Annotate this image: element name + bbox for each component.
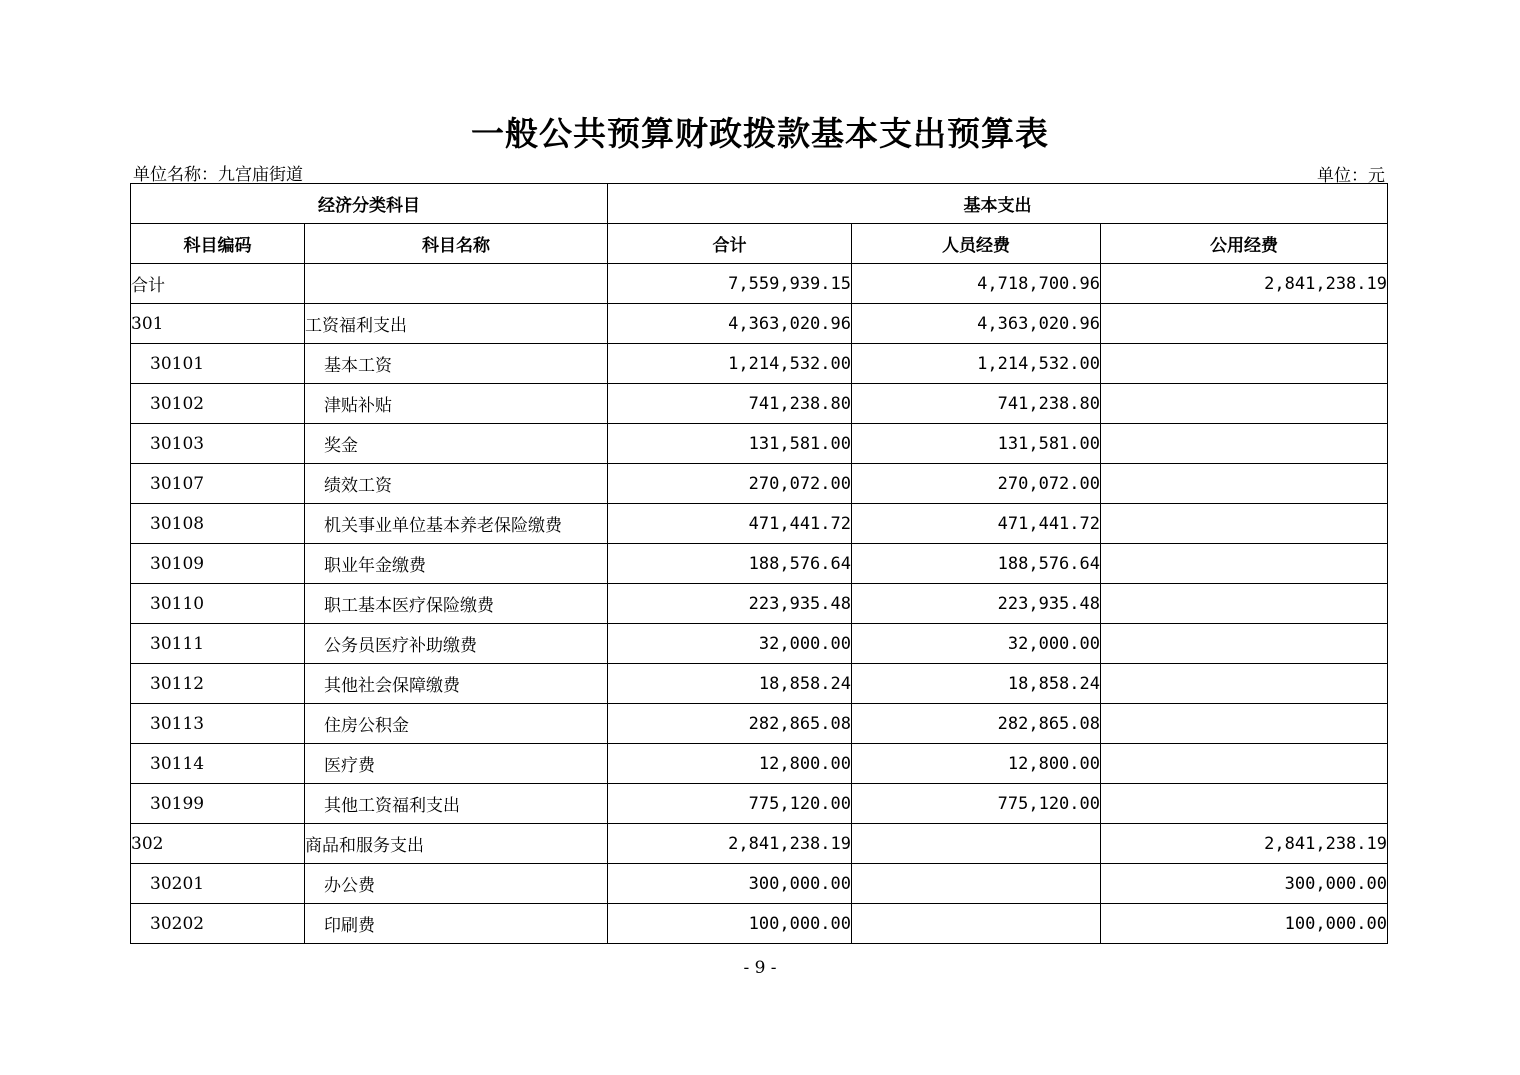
cell-total: 300,000.00 [608, 864, 852, 904]
cell-name [305, 264, 608, 304]
cell-code: 30201 [131, 864, 305, 904]
cell-name: 津贴补贴 [305, 384, 608, 424]
page-title: 一般公共预算财政拨款基本支出预算表 [471, 114, 1049, 153]
cell-name: 住房公积金 [305, 704, 608, 744]
cell-public [1101, 584, 1388, 624]
header-economic-classification: 经济分类科目 [131, 184, 608, 224]
cell-name: 奖金 [305, 424, 608, 464]
budget-table [130, 183, 1388, 944]
cell-total: 775,120.00 [608, 784, 852, 824]
cell-public [1101, 344, 1388, 384]
cell-code: 301 [131, 304, 305, 344]
table-row [131, 384, 1388, 424]
cell-personnel: 471,441.72 [852, 504, 1101, 544]
cell-personnel: 223,935.48 [852, 584, 1101, 624]
cell-personnel: 270,072.00 [852, 464, 1101, 504]
cell-code: 30199 [131, 784, 305, 824]
header-name: 科目名称 [305, 224, 608, 264]
cell-code: 30102 [131, 384, 305, 424]
header-basic-expenditure: 基本支出 [608, 184, 1388, 224]
cell-name: 机关事业单位基本养老保险缴费 [305, 504, 608, 544]
cell-code: 合计 [131, 264, 305, 304]
cell-total: 741,238.80 [608, 384, 852, 424]
cell-name: 其他社会保障缴费 [305, 664, 608, 704]
table-row [131, 304, 1388, 344]
cell-name: 印刷费 [305, 904, 608, 944]
table-row [131, 784, 1388, 824]
cell-public [1101, 784, 1388, 824]
table-row [131, 664, 1388, 704]
cell-total: 131,581.00 [608, 424, 852, 464]
cell-code: 30111 [131, 624, 305, 664]
cell-name: 医疗费 [305, 744, 608, 784]
cell-personnel: 131,581.00 [852, 424, 1101, 464]
cell-personnel: 12,800.00 [852, 744, 1101, 784]
cell-public: 2,841,238.19 [1101, 264, 1388, 304]
cell-public [1101, 384, 1388, 424]
cell-total: 12,800.00 [608, 744, 852, 784]
table-row [131, 344, 1388, 384]
header-column-row [131, 224, 1388, 264]
table-row [131, 744, 1388, 784]
cell-personnel [852, 864, 1101, 904]
cell-personnel: 188,576.64 [852, 544, 1101, 584]
cell-code: 30113 [131, 704, 305, 744]
cell-name: 办公费 [305, 864, 608, 904]
cell-public: 100,000.00 [1101, 904, 1388, 944]
cell-personnel: 18,858.24 [852, 664, 1101, 704]
cell-public: 2,841,238.19 [1101, 824, 1388, 864]
cell-public [1101, 424, 1388, 464]
cell-name: 商品和服务支出 [305, 824, 608, 864]
table-row [131, 704, 1388, 744]
cell-total: 18,858.24 [608, 664, 852, 704]
table-row [131, 464, 1388, 504]
table-row [131, 584, 1388, 624]
cell-public [1101, 704, 1388, 744]
unit-name-label: 单位名称：九宫庙街道 [133, 165, 303, 185]
header-personnel: 人员经费 [852, 224, 1101, 264]
cell-public [1101, 544, 1388, 584]
cell-code: 30114 [131, 744, 305, 784]
cell-code: 30109 [131, 544, 305, 584]
cell-personnel: 775,120.00 [852, 784, 1101, 824]
cell-total: 7,559,939.15 [608, 264, 852, 304]
cell-total: 188,576.64 [608, 544, 852, 584]
cell-total: 270,072.00 [608, 464, 852, 504]
cell-code: 30202 [131, 904, 305, 944]
table-row [131, 904, 1388, 944]
cell-total: 2,841,238.19 [608, 824, 852, 864]
cell-code: 30110 [131, 584, 305, 624]
cell-name: 基本工资 [305, 344, 608, 384]
cell-personnel [852, 824, 1101, 864]
cell-total: 282,865.08 [608, 704, 852, 744]
table-row [131, 504, 1388, 544]
table-row [131, 544, 1388, 584]
header-public: 公用经费 [1101, 224, 1388, 264]
cell-code: 302 [131, 824, 305, 864]
cell-name: 公务员医疗补助缴费 [305, 624, 608, 664]
cell-total: 100,000.00 [608, 904, 852, 944]
cell-name: 其他工资福利支出 [305, 784, 608, 824]
header-group-row [131, 184, 1388, 224]
cell-personnel: 1,214,532.00 [852, 344, 1101, 384]
cell-code: 30103 [131, 424, 305, 464]
cell-public: 300,000.00 [1101, 864, 1388, 904]
cell-total: 4,363,020.96 [608, 304, 852, 344]
cell-personnel: 4,718,700.96 [852, 264, 1101, 304]
cell-public [1101, 504, 1388, 544]
cell-public [1101, 664, 1388, 704]
table-row [131, 424, 1388, 464]
cell-code: 30108 [131, 504, 305, 544]
page-number: - 9 - [743, 958, 777, 978]
table-body [131, 264, 1388, 944]
cell-personnel: 741,238.80 [852, 384, 1101, 424]
cell-code: 30101 [131, 344, 305, 384]
table-row [131, 864, 1388, 904]
cell-personnel: 4,363,020.96 [852, 304, 1101, 344]
cell-total: 223,935.48 [608, 584, 852, 624]
cell-total: 1,214,532.00 [608, 344, 852, 384]
cell-name: 职业年金缴费 [305, 544, 608, 584]
header-code: 科目编码 [131, 224, 305, 264]
cell-public [1101, 464, 1388, 504]
cell-personnel: 32,000.00 [852, 624, 1101, 664]
cell-personnel [852, 904, 1101, 944]
table-row [131, 264, 1388, 304]
cell-public [1101, 744, 1388, 784]
header-total: 合计 [608, 224, 852, 264]
cell-name: 绩效工资 [305, 464, 608, 504]
cell-public [1101, 624, 1388, 664]
cell-name: 职工基本医疗保险缴费 [305, 584, 608, 624]
cell-name: 工资福利支出 [305, 304, 608, 344]
cell-total: 32,000.00 [608, 624, 852, 664]
cell-public [1101, 304, 1388, 344]
table-row [131, 624, 1388, 664]
cell-code: 30107 [131, 464, 305, 504]
cell-personnel: 282,865.08 [852, 704, 1101, 744]
cell-code: 30112 [131, 664, 305, 704]
cell-total: 471,441.72 [608, 504, 852, 544]
unit-label: 单位：元 [1317, 166, 1385, 186]
table-row [131, 824, 1388, 864]
